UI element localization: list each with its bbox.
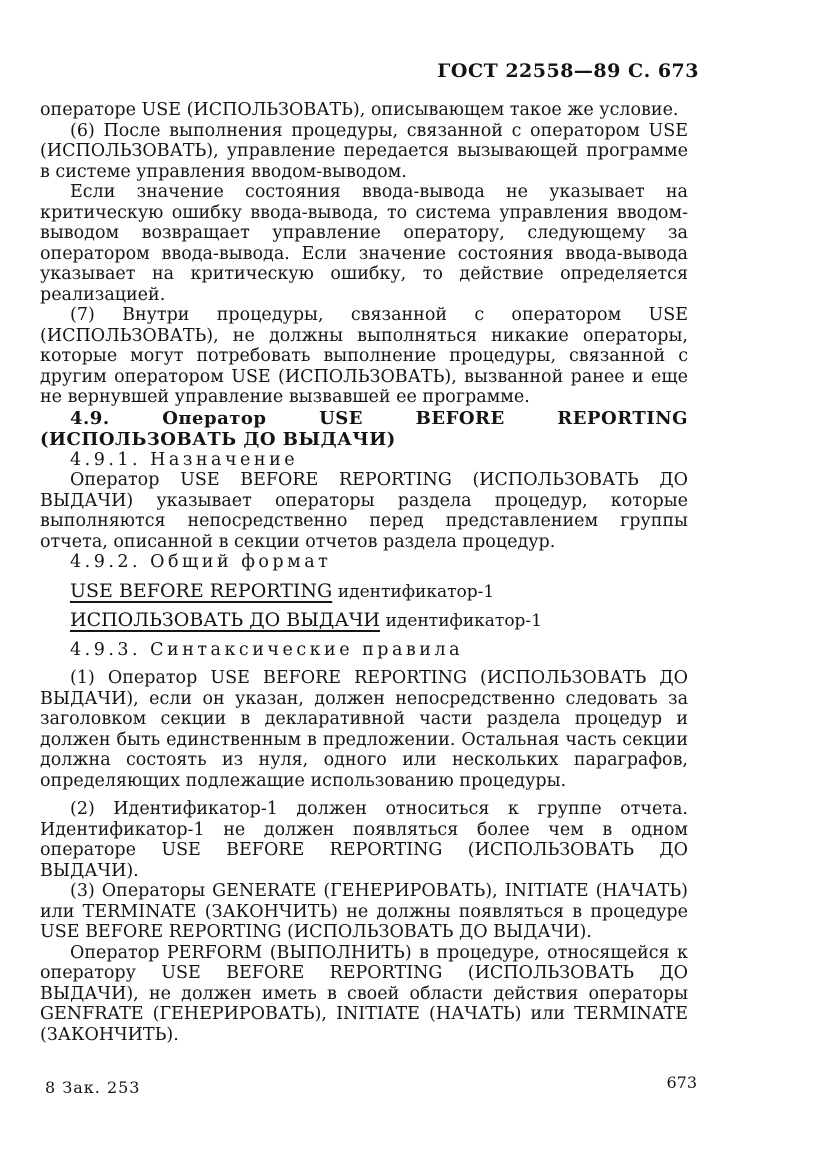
rule-3-perform: Оператор PERFORM (ВЫПОЛНИТЬ) в процедуре, относящейся к оператору USE BEFORE REPORTING (ИСПОЛЬЗОВАТЬ ДО ВЫДАЧИ), не должен иметь в своей области действия операторы GENFRATE (ГЕНЕРИРОВАТЬ), INITIATE (НАЧАТЬ) или TERMINATE (ЗАКОНЧИТЬ). (40, 942, 688, 1045)
rule-2: (2) Идентификатор-1 должен относиться к группе отчета. Идентификатор-1 не должен появляться более чем в одном операторе USE BEFORE REPORTING (ИСПОЛЬЗОВАТЬ ДО ВЫДАЧИ). (40, 799, 688, 881)
paragraph-6: (6) После выполнения процедуры, связанной с оператором USE (ИСПОЛЬЗОВАТЬ), управление передается вызывающей программе в системе управления вводом-выводом. (40, 120, 688, 182)
format-arg-russian: идентификатор-1 (385, 611, 542, 631)
purpose-title: 4.9.1. Назначение (70, 449, 299, 470)
paragraph-7: (7) Внутри процедуры, связанной с оператором USE (ИСПОЛЬЗОВАТЬ), не должны выполняться никакие операторы, которые могут потребовать выполнение процедуры, связанной с другим оператором USE (ИСПОЛЬЗОВАТЬ), вызванной ранее и еще не вернувшей управление вызвавшей ее программе. (40, 305, 688, 407)
footer-order-number: 8 Зак. 253 (45, 1078, 141, 1097)
rule-3: (3) Операторы GENERATE (ГЕНЕРИРОВАТЬ), INITIATE (НАЧАТЬ) или TERMINATE (ЗАКОНЧИТЬ) не должны появляться в процедуре USE BEFORE REPORTING (ИСПОЛЬЗОВАТЬ ДО ВЫДАЧИ). (40, 881, 688, 942)
rules-title: 4.9.3. Синтаксические правила (70, 639, 464, 660)
paragraph-io-status: Если значение состояния ввода-вывода не указывает на критическую ошибку ввода-вывода, то система управления вводом-выводом возвращает управление оператору, следующему за оператором ввода-вывода. Если значение состояния ввода-вывода указывает на критическую ошибку, то действие определяется реализацией. (40, 182, 688, 305)
page-number: 673 (666, 1073, 697, 1092)
paragraph-continuation: операторе USE (ИСПОЛЬЗОВАТЬ), описывающем такое же условие. (40, 100, 679, 120)
section-heading: 4.9. Оператор USE BEFORE REPORTING (ИСПОЛЬЗОВАТЬ ДО ВЫДАЧИ) (40, 407, 688, 450)
rule-1: (1) Оператор USE BEFORE REPORTING (ИСПОЛЬЗОВАТЬ ДО ВЫДАЧИ), если он указан, должен непосредственно следовать за заголовком секции в декларативной части раздела процедур и должен быть единственным в предложении. Остальная часть секции должна состоять из нуля, одного или нескольких параграфов, определяющих подлежащие использованию процедуры. (40, 668, 688, 791)
format-keyword-english: USE BEFORE REPORTING (70, 579, 333, 602)
format-line-english (40, 581, 688, 603)
text-block-top (40, 100, 688, 1045)
format-keyword-russian: ИСПОЛЬЗОВАТЬ ДО ВЫДАЧИ (70, 609, 381, 631)
format-arg-english: идентификатор-1 (337, 581, 495, 602)
page-header: ГОСТ 22558—89 С. 673 (437, 60, 699, 82)
format-title: 4.9.2. Общий формат (70, 552, 332, 572)
format-line-russian (40, 610, 688, 632)
purpose-text: Оператор USE BEFORE REPORTING (ИСПОЛЬЗОВАТЬ ДО ВЫДАЧИ) указывает операторы раздела процедур, которые выполняются непосредственно перед представлением группы отчета, описанной в секции отчетов раздела процедур. (40, 470, 688, 552)
